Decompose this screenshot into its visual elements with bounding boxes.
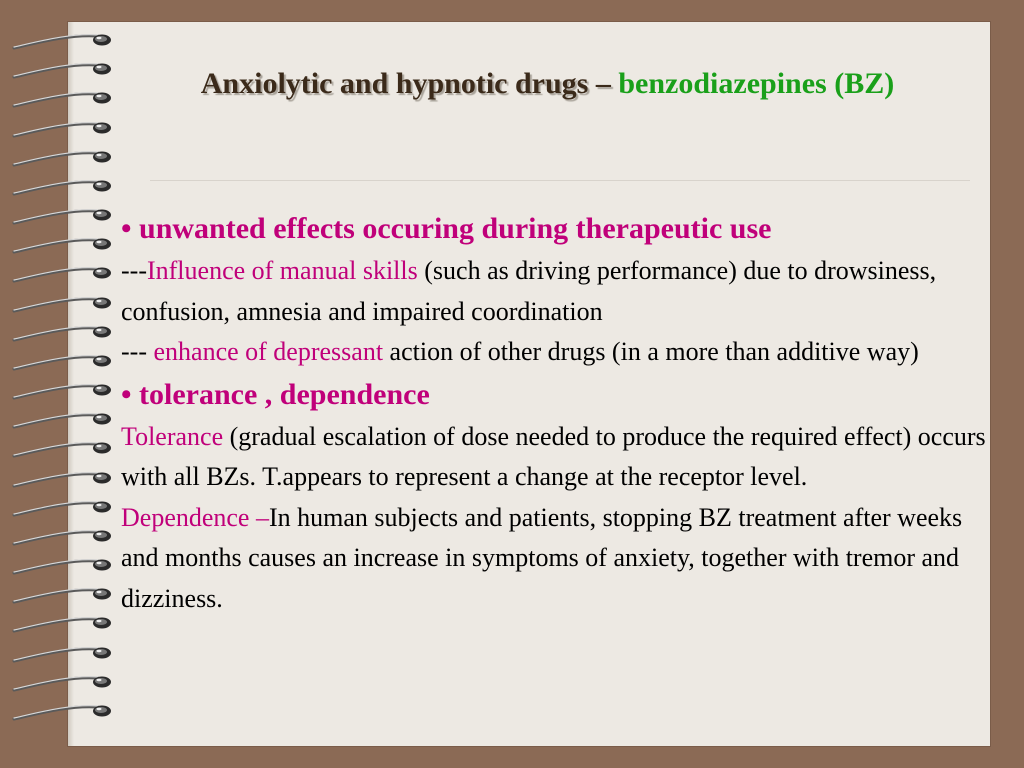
bullet-heading-text: tolerance , dependence — [139, 377, 430, 411]
spiral-ring-icon — [10, 495, 115, 521]
spiral-ring-icon — [10, 582, 115, 608]
line-text: In human subjects and patients, stopping BZ treatment after weeks and months causes an increase in symptoms of anxiety, together with tremor and dizziness. — [121, 502, 963, 613]
bullet-heading — [121, 373, 991, 417]
spiral-ring-icon — [10, 261, 115, 287]
bullet-marker: • — [121, 377, 132, 411]
body-line — [121, 417, 991, 498]
body-line — [121, 251, 991, 332]
spiral-ring-icon — [10, 436, 115, 462]
spiral-ring-icon — [10, 670, 115, 696]
spiral-ring-icon — [10, 232, 115, 258]
line-prefix: --- — [121, 337, 154, 366]
spiral-ring-icon — [10, 86, 115, 112]
spiral-ring-icon — [10, 466, 115, 492]
bullet-heading — [121, 207, 991, 251]
bullet-marker: • — [121, 212, 132, 245]
title-accent: benzodiazepines (BZ) — [618, 67, 895, 100]
body-line — [121, 332, 991, 373]
line-text: (gradual escalation of dose needed to produce the required effect) occurs with all BZs. T.appears to represent a change at the receptor level. — [121, 421, 986, 491]
bullet-heading-text: unwanted effects occuring during therapeutic use — [139, 212, 772, 245]
title-main: Anxiolytic and hypnotic drugs – — [200, 67, 611, 100]
spiral-ring-icon — [10, 641, 115, 667]
spiral-ring-icon — [10, 349, 115, 375]
spiral-ring-icon — [10, 699, 115, 725]
spiral-ring-icon — [10, 57, 115, 83]
line-highlight: Dependence – — [121, 502, 269, 532]
spiral-ring-icon — [10, 28, 115, 54]
line-highlight: Influence of manual skills — [146, 256, 418, 285]
slide-title — [130, 64, 965, 104]
line-highlight: enhance of depressant — [153, 337, 384, 366]
line-prefix: --- — [121, 256, 147, 285]
line-text: (such as driving performance) due to drowsiness, confusion, amnesia and impaired coordination — [121, 256, 937, 326]
spiral-ring-icon — [10, 378, 115, 404]
spiral-ring-icon — [10, 524, 115, 550]
spiral-ring-icon — [10, 320, 115, 346]
spiral-ring-icon — [10, 203, 115, 229]
spiral-ring-icon — [10, 407, 115, 433]
title-divider — [150, 180, 970, 181]
spiral-ring-icon — [10, 291, 115, 317]
line-text: action of other drugs (in a more than additive way) — [383, 337, 919, 366]
spiral-ring-icon — [10, 611, 115, 637]
spiral-ring-icon — [10, 145, 115, 171]
spiral-ring-icon — [10, 116, 115, 142]
slide-body — [121, 207, 991, 619]
spiral-ring-icon — [10, 553, 115, 579]
line-highlight: Tolerance — [121, 421, 224, 451]
body-line — [121, 498, 991, 620]
spiral-binding — [10, 28, 115, 740]
spiral-ring-icon — [10, 174, 115, 200]
